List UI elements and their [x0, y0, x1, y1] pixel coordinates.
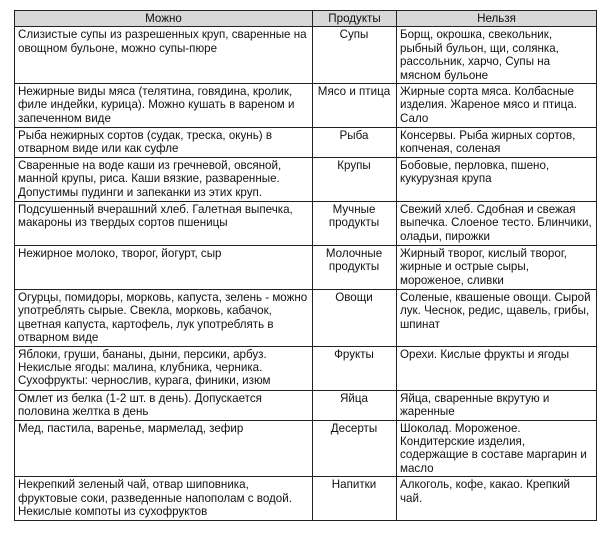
header-allowed: Можно [15, 11, 313, 27]
product-cell: Молочные продукты [313, 246, 397, 290]
allowed-cell: Рыба нежирных сортов (судак, треска, окунь) в отварном виде или как суфле [15, 128, 313, 158]
product-cell: Мясо и птица [313, 84, 397, 128]
table-row [15, 128, 597, 158]
allowed-cell: Нежирное молоко, творог, йогурт, сыр [15, 246, 313, 290]
table-row [15, 390, 597, 420]
table-row [15, 346, 597, 390]
product-cell: Супы [313, 27, 397, 84]
table-row [15, 290, 597, 347]
table-row [15, 477, 597, 521]
forbidden-cell: Жирные сорта мяса. Колбасные изделия. Жареное мясо и птица. Сало [397, 84, 597, 128]
product-cell: Яйца [313, 390, 397, 420]
allowed-cell: Слизистые супы из разрешенных круп, сваренные на овощном бульоне, можно супы-пюре [15, 27, 313, 84]
forbidden-cell: Свежий хлеб. Сдобная и свежая выпечка. Слоеное тесто. Блинчики, оладьи, пирожки [397, 202, 597, 246]
allowed-cell: Мед, пастила, варенье, мармелад, зефир [15, 420, 313, 477]
allowed-cell: Подсушенный вчерашний хлеб. Галетная выпечка, макароны из твердых сортов пшеницы [15, 202, 313, 246]
forbidden-cell: Жирный творог, кислый творог, жирные и острые сыры, мороженое, сливки [397, 246, 597, 290]
header-forbidden: Нельзя [397, 11, 597, 27]
allowed-cell: Яблоки, груши, бананы, дыни, персики, арбуз. Некислые ягоды: малина, клубника, черника. Сухофрукты: чернослив, курага, финики, изюм [15, 346, 313, 390]
forbidden-cell: Борщ, окрошка, свекольник, рыбный бульон, щи, солянка, рассольник, харчо, Супы на мясном бульоне [397, 27, 597, 84]
forbidden-cell: Алкоголь, кофе, какао. Крепкий чай. [397, 477, 597, 521]
product-cell: Овощи [313, 290, 397, 347]
forbidden-cell: Бобовые, перловка, пшено, кукурузная крупа [397, 158, 597, 202]
table-row [15, 84, 597, 128]
table-row [15, 202, 597, 246]
product-cell: Крупы [313, 158, 397, 202]
product-cell: Напитки [313, 477, 397, 521]
allowed-cell: Некрепкий зеленый чай, отвар шиповника, фруктовые соки, разведенные напополам с водой. Некислые компоты из сухофруктов [15, 477, 313, 521]
table-row [15, 158, 597, 202]
forbidden-cell: Соленые, квашеные овощи. Сырой лук. Чеснок, редис, щавель, грибы, шпинат [397, 290, 597, 347]
forbidden-cell: Шоколад. Мороженое. Кондитерские изделия, содержащие в составе маргарин и масло [397, 420, 597, 477]
allowed-cell: Нежирные виды мяса (телятина, говядина, кролик, филе индейки, курица). Можно кушать в вареном и запеченном виде [15, 84, 313, 128]
product-cell: Десерты [313, 420, 397, 477]
table-row [15, 420, 597, 477]
header-row [15, 11, 597, 27]
allowed-cell: Сваренные на воде каши из гречневой, овсяной, манной крупы, риса. Каши вязкие, разваренные. Допустимы пудинги и запеканки из этих круп. [15, 158, 313, 202]
table-row [15, 246, 597, 290]
table-body [15, 27, 597, 521]
forbidden-cell: Яйца, сваренные вкрутую и жаренные [397, 390, 597, 420]
diet-table [14, 10, 597, 521]
header-products: Продукты [313, 11, 397, 27]
allowed-cell: Омлет из белка (1-2 шт. в день). Допускается половина желтка в день [15, 390, 313, 420]
product-cell: Мучные продукты [313, 202, 397, 246]
product-cell: Рыба [313, 128, 397, 158]
forbidden-cell: Орехи. Кислые фрукты и ягоды [397, 346, 597, 390]
product-cell: Фрукты [313, 346, 397, 390]
forbidden-cell: Консервы. Рыба жирных сортов, копченая, соленая [397, 128, 597, 158]
allowed-cell: Огурцы, помидоры, морковь, капуста, зелень - можно употреблять сырые. Свекла, морковь, кабачок, цветная капуста, картофель, лук употреблять в отварном виде [15, 290, 313, 347]
table-row [15, 27, 597, 84]
